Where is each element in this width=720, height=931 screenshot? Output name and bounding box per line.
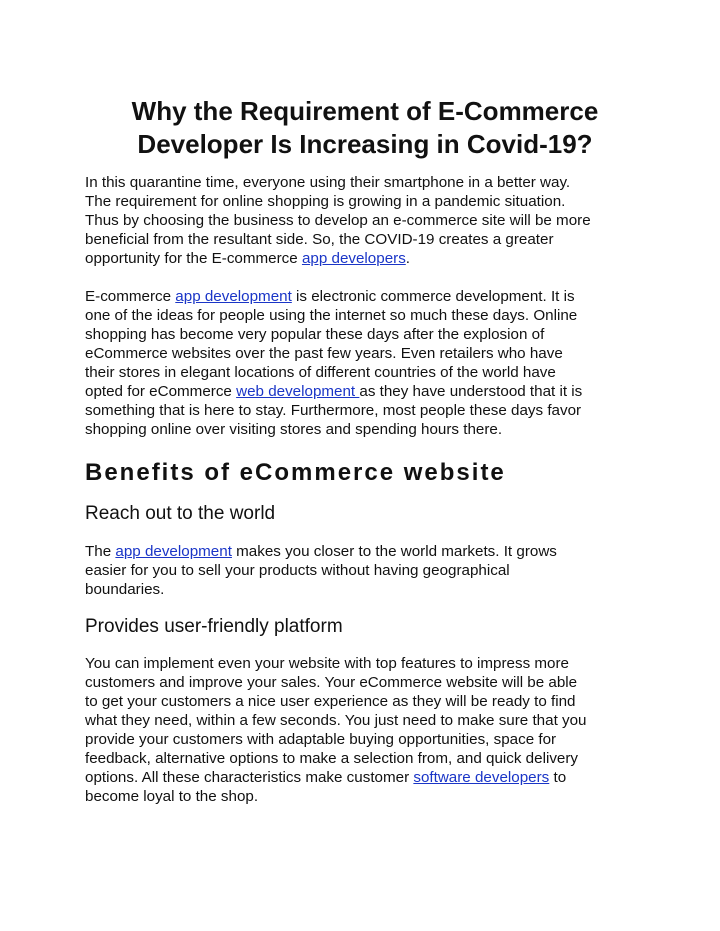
- text-line: boundaries.: [85, 581, 165, 598]
- text-fragment: makes you closer to the world markets. It grows: [231, 543, 557, 560]
- text-fragment: as they have understood that it is: [359, 383, 583, 400]
- text-line: [85, 382, 645, 401]
- text-line: customers and improve your sales. Your eCommerce website will be able: [85, 674, 578, 691]
- text-fragment: opted for eCommerce: [85, 383, 237, 400]
- benefits-heading: Benefits of eCommerce website: [85, 459, 506, 486]
- text-line: [85, 287, 645, 306]
- text-line: shopping online over visiting stores and spending hours there.: [85, 421, 503, 438]
- text-fragment: is electronic commerce development. It is: [291, 288, 575, 305]
- text-line: to get your customers a nice user experience as they will be ready to find: [85, 693, 576, 710]
- intro-paragraph: [85, 173, 645, 268]
- title-line-1: Why the Requirement of E-Commerce: [131, 96, 599, 126]
- text-line: shopping has become very popular these days after the explosion of: [85, 326, 545, 343]
- text-line: Thus by choosing the business to develop an e-commerce site will be more: [85, 212, 591, 229]
- app-developers-link[interactable]: app developers: [301, 250, 406, 267]
- text-line: become loyal to the shop.: [85, 788, 259, 805]
- text-line: what they need, within a few seconds. You just need to make sure that you: [85, 712, 587, 729]
- text-line: feedback, alternative options to make a selection from, and quick delivery: [85, 750, 579, 767]
- text-fragment: E-commerce: [85, 288, 176, 305]
- text-line: something that is here to stay. Furthermore, most people these days favor: [85, 402, 582, 419]
- platform-paragraph: [85, 654, 645, 806]
- text-line: provide your customers with adaptable buying opportunities, space for: [85, 731, 557, 748]
- text-line: [85, 542, 645, 561]
- app-development-link-2[interactable]: app development: [115, 543, 232, 560]
- text-fragment: opportunity for the E-commerce: [85, 250, 302, 267]
- text-line: easier for you to sell your products without having geographical: [85, 562, 510, 579]
- text-line: You can implement even your website with top features to impress more: [85, 655, 569, 672]
- page-title: [85, 95, 645, 161]
- text-line: [85, 768, 645, 787]
- text-fragment: options. All these characteristics make customer: [85, 769, 414, 786]
- document-page: [85, 95, 645, 806]
- text-fragment: The: [85, 543, 116, 560]
- software-developers-link[interactable]: software developers: [413, 769, 550, 786]
- ecommerce-paragraph: [85, 287, 645, 439]
- title-line-2: Developer Is Increasing in Covid-19?: [137, 129, 593, 159]
- text-line: their stores in elegant locations of different countries of the world have: [85, 364, 556, 381]
- text-line: In this quarantine time, everyone using their smartphone in a better way.: [85, 174, 571, 191]
- text-line: eCommerce websites over the past few years. Even retailers who have: [85, 345, 563, 362]
- text-line: beneficial from the resultant side. So, the COVID-19 creates a greater: [85, 231, 554, 248]
- text-fragment: .: [405, 250, 411, 267]
- text-fragment: to: [549, 769, 567, 786]
- text-line: The requirement for online shopping is growing in a pandemic situation.: [85, 193, 566, 210]
- reach-heading: Reach out to the world: [85, 503, 276, 524]
- web-development-link[interactable]: web development: [236, 383, 360, 400]
- text-line: [85, 249, 645, 268]
- text-line: one of the ideas for people using the internet so much these days. Online: [85, 307, 578, 324]
- platform-heading: Provides user-friendly platform: [85, 616, 343, 637]
- app-development-link[interactable]: app development: [175, 288, 292, 305]
- reach-paragraph: [85, 542, 645, 599]
